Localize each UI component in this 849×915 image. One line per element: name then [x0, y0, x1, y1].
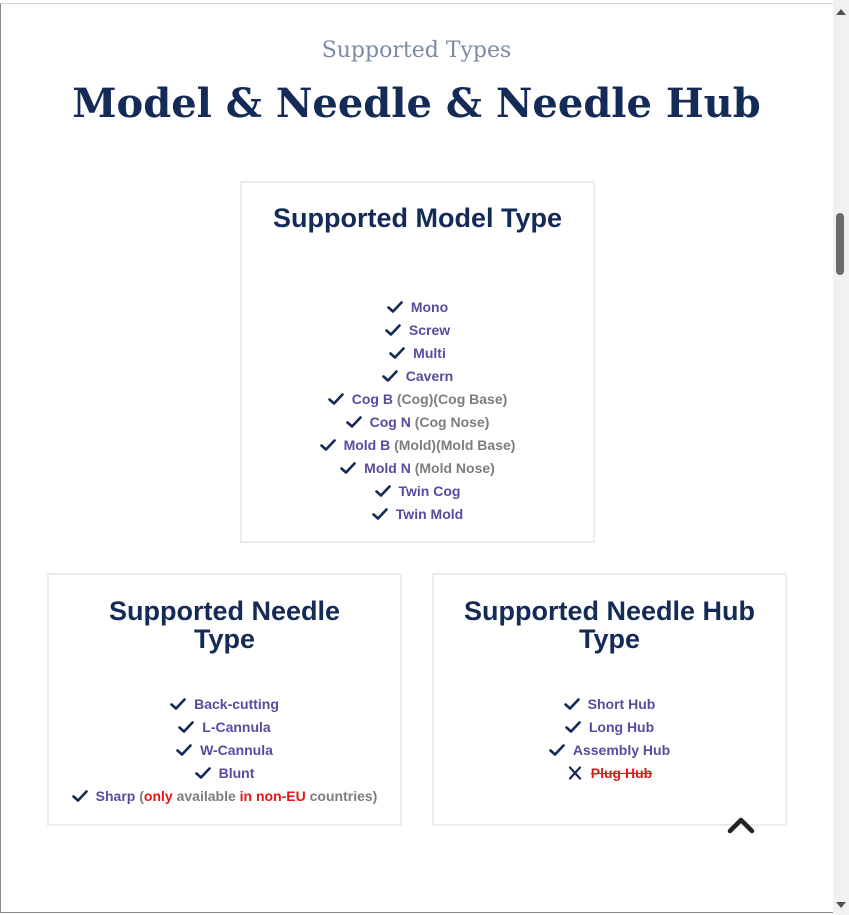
list-item: W-Cannula: [49, 738, 400, 761]
scroll-down-arrow-icon[interactable]: [836, 902, 846, 908]
list-item: Twin Cog: [242, 479, 593, 502]
check-icon: [195, 766, 211, 780]
check-icon: [375, 484, 391, 498]
list-item: Cog N (Cog Nose): [242, 410, 593, 433]
list-item: Cog B (Cog)(Cog Base): [242, 387, 593, 410]
check-icon: [549, 743, 565, 757]
chevron-up-icon: [726, 822, 756, 839]
page-title: Model & Needle & Needle Hub: [72, 80, 761, 127]
check-icon: [564, 697, 580, 711]
model-card-title: Supported Model Type: [273, 203, 562, 233]
scrollbar-thumb[interactable]: [836, 213, 844, 275]
scroll-up-arrow-icon[interactable]: [836, 9, 846, 15]
check-icon: [382, 369, 398, 383]
check-icon: [387, 300, 403, 314]
list-item: Mold N (Mold Nose): [242, 456, 593, 479]
check-icon: [178, 720, 194, 734]
check-icon: [372, 507, 388, 521]
check-icon: [328, 392, 344, 406]
needle-hub-type-list: [434, 692, 785, 784]
list-item: Screw: [242, 318, 593, 341]
list-item: Cavern: [242, 364, 593, 387]
needle-type-card: [47, 573, 402, 826]
check-icon: [320, 438, 336, 452]
check-icon: [170, 697, 186, 711]
needle-card-title: Supported Needle Type: [108, 596, 341, 654]
list-item: Short Hub: [434, 692, 785, 715]
list-item: Mold B (Mold)(Mold Base): [242, 433, 593, 456]
check-icon: [346, 415, 362, 429]
cross-icon: [567, 766, 583, 780]
model-type-list: [242, 295, 593, 525]
check-icon: [72, 789, 88, 803]
list-item: Blunt: [49, 761, 400, 784]
list-item: Mono: [242, 295, 593, 318]
list-item-unsupported: Plug Hub: [434, 761, 785, 784]
list-item: L-Cannula: [49, 715, 400, 738]
warning-text: only: [143, 787, 173, 804]
needle-type-list: [49, 692, 400, 807]
list-item: Assembly Hub: [434, 738, 785, 761]
list-item: Long Hub: [434, 715, 785, 738]
vertical-scrollbar[interactable]: [833, 0, 849, 915]
check-icon: [176, 743, 192, 757]
check-icon: [385, 323, 401, 337]
section-subtitle: Supported Types: [321, 38, 512, 63]
needle-hub-type-card: [432, 573, 787, 826]
check-icon: [340, 461, 356, 475]
list-item-sharp: Sharp ( only available in non-EU countries): [49, 784, 400, 807]
back-to-top-button[interactable]: [726, 815, 756, 835]
check-icon: [389, 346, 405, 360]
list-item: Twin Mold: [242, 502, 593, 525]
list-item: Multi: [242, 341, 593, 364]
check-icon: [565, 720, 581, 734]
needle-hub-card-title: Supported Needle Hub Type: [464, 596, 756, 654]
warning-text: in non-EU: [239, 787, 306, 804]
model-type-card: [240, 181, 595, 543]
list-item: Back-cutting: [49, 692, 400, 715]
